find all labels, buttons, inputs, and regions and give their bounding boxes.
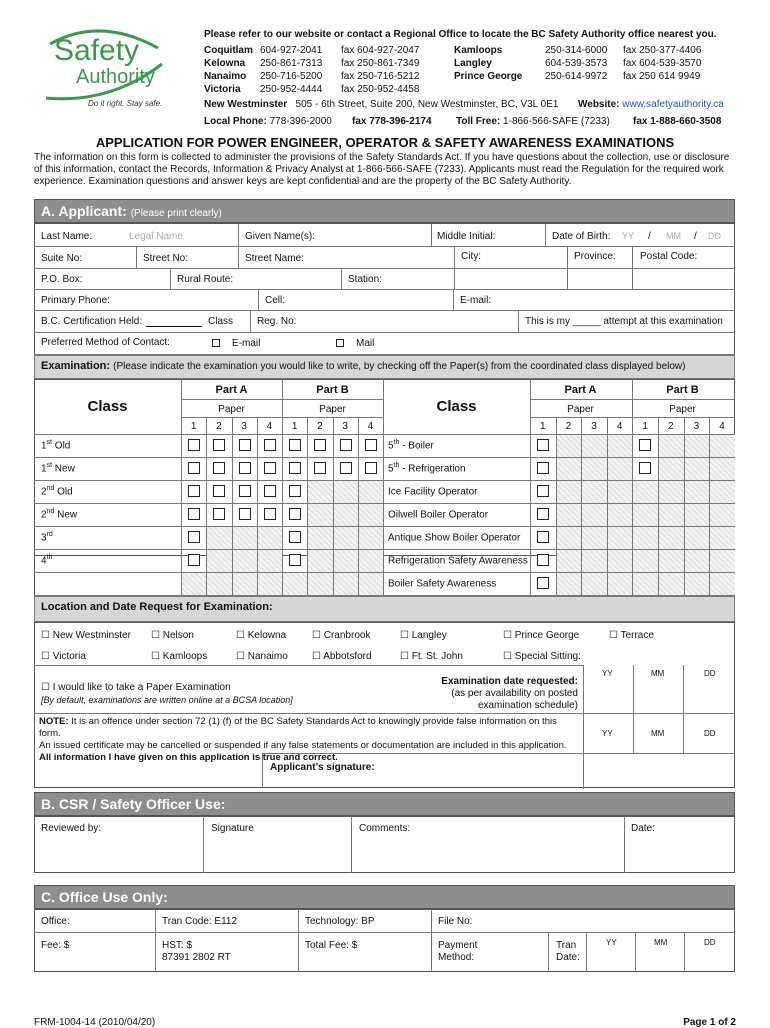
header-intro: Please refer to our website or contact a Regional Office to locate the BC Safety Authority office nearest you. [204,29,717,40]
paper-checkbox[interactable] [289,508,301,520]
shaded-cell [582,550,607,572]
email-label: E-mail: [460,295,492,306]
shaded-cell [633,481,658,503]
class-right-row: Boiler Safety Awareness [388,578,497,590]
method-label: Method: [438,952,475,963]
part-b-left-header: Part B [316,384,349,396]
paper-num: 1 [291,421,298,432]
fee-label: Fee: $ [41,940,70,951]
shaded-cell [608,458,633,480]
shaded-cell [710,481,735,503]
paper-exam-note: [By default, examinations are written online at a BCSA location] [41,695,293,705]
shaded-cell [207,550,231,572]
shaded-cell [608,527,633,549]
class-right-row: 5th - Refrigeration [388,462,466,475]
website-line: Website: www.safetyauthority.ca [578,99,724,110]
paper-checkbox[interactable] [213,439,225,451]
paper-checkbox[interactable] [188,485,200,497]
location-checkbox[interactable]: ☐ [236,630,245,641]
po-box-label: P.O. Box: [41,274,83,285]
location-option[interactable]: ☐ Kelowna [236,630,287,641]
paper-checkbox[interactable] [289,485,301,497]
shaded-cell [659,550,684,572]
paper-num: 4 [266,421,273,432]
shaded-cell [710,504,735,526]
shaded-cell [359,527,383,549]
paper-exam-option[interactable]: ☐ I would like to take a Paper Examination [41,682,231,693]
contact-mail-checkbox[interactable] [336,339,344,347]
section-b-bar: B. CSR / Safety Officer Use: [34,792,735,816]
shaded-cell [582,435,607,457]
location-option[interactable]: ☐ Kamloops [151,651,208,662]
class-right-row: Antique Show Boiler Operator [388,532,521,544]
location-option[interactable]: ☐ New Westminster [41,630,131,641]
shaded-cell [258,527,282,549]
logo-tagline: Do it right. Stay safe. [88,99,163,108]
special-mm[interactable]: MM [651,669,665,678]
shaded-cell [359,573,383,595]
shaded-cell [710,527,735,549]
shaded-cell [608,550,633,572]
last-name-label: Last Name: [41,231,93,242]
shaded-cell [633,527,658,549]
tran-code-label: Tran Code: E112 [162,916,238,927]
paper-checkbox[interactable] [289,439,301,451]
paper-checkbox[interactable] [537,531,549,543]
street-no-label: Street No: [143,253,189,264]
tran-date-label: Date: [556,952,580,963]
shaded-cell [233,550,257,572]
technology-label: Technology: BP [305,916,375,927]
class-left-row: 3rd [41,531,53,544]
shaded-cell [659,527,684,549]
sign-dd[interactable]: DD [704,729,716,738]
shaded-cell [710,435,735,457]
postal-code-label: Postal Code: [640,251,698,262]
shaded-cell [182,573,206,595]
paper-checkbox[interactable] [264,485,276,497]
paper-checkbox[interactable] [537,439,549,451]
paper-checkbox[interactable] [264,508,276,520]
last-name-input[interactable]: Legal Name [129,231,183,242]
shaded-cell [659,481,684,503]
paper-checkbox[interactable] [639,462,651,474]
location-option[interactable]: ☐ Nelson [151,630,194,641]
cell-label: Cell: [265,295,286,306]
special-dd[interactable]: DD [704,669,716,678]
shaded-cell [633,504,658,526]
new-west-line: New Westminster 505 - 6th Street, Suite 200, New Westminster, BC, V3L 0E1 [204,99,559,110]
shaded-cell [633,550,658,572]
shaded-cell [659,458,684,480]
shaded-cell [308,481,332,503]
reviewed-by-label: Reviewed by: [41,823,102,834]
shaded-cell [359,481,383,503]
paper-checkbox[interactable] [289,531,301,543]
part-a-right-paper: Paper [567,404,594,415]
date-b-label: Date: [631,823,655,834]
paper-num: 3 [241,421,247,432]
section-c-frame [34,909,735,972]
paper-checkbox[interactable] [188,439,200,451]
paper-checkbox[interactable] [188,508,200,520]
shaded-cell [334,573,358,595]
class-left-row: 4th [41,554,53,567]
paper-checkbox[interactable] [340,439,352,451]
toll-free-fax: fax 1-888-660-3508 [633,116,722,127]
shaded-cell [359,550,383,572]
shaded-cell [685,481,710,503]
paper-checkbox[interactable] [314,439,326,451]
part-a-right-header: Part A [564,384,597,396]
paper-checkbox[interactable] [537,462,549,474]
shaded-cell [582,458,607,480]
location-option[interactable]: ☐ Ft. St. John [400,651,463,662]
comments-label: Comments: [359,823,411,834]
location-checkbox[interactable]: ☐ [312,630,321,641]
paper-checkbox[interactable] [264,439,276,451]
class-left-row: 1st Old [41,439,71,452]
date-note2: examination schedule) [477,700,578,711]
paper-num: 3 [591,421,597,432]
shaded-cell [557,481,582,503]
location-option[interactable]: ☐ Prince George [503,630,580,641]
attempt-label: This is my _____ attempt at this examination [525,316,723,327]
location-option[interactable]: ☐ Cranbrook [312,630,371,641]
dob-dd[interactable]: DD [708,231,721,241]
shaded-cell [334,504,358,526]
paper-num: 4 [719,421,725,432]
paper-num: 1 [190,421,197,432]
office-label: Office: [41,916,70,927]
special-yy[interactable]: YY [602,669,613,678]
class-header-right: Class [436,398,477,415]
shaded-cell [258,550,282,572]
suite-label: Suite No: [41,253,83,264]
website-link[interactable]: www.safetyauthority.ca [622,99,724,110]
dob-mm[interactable]: MM [666,231,681,241]
shaded-cell [557,504,582,526]
paper-checkbox[interactable] [239,439,251,451]
hst-label: HST: $ [162,940,193,951]
paper-num: 2 [216,421,222,432]
logo [40,24,170,114]
shaded-cell [608,435,633,457]
payment-label: Payment [438,940,478,951]
paper-checkbox[interactable] [314,462,326,474]
location-checkbox[interactable]: ☐ [312,651,321,662]
location-bar: Location and Date Request for Examination: [34,596,735,622]
date-note1: (as per availability on posted [451,688,578,699]
class-right-row: 5th - Boiler [388,439,434,452]
class-left-row: 1st New [41,462,75,475]
shaded-cell [608,573,633,595]
bc-cert-label: B.C. Certification Held: [41,316,143,327]
location-checkbox[interactable]: ☐ [41,651,50,662]
shaded-cell [685,550,710,572]
tran-mm[interactable]: MM [654,938,668,947]
paper-checkbox[interactable] [239,462,251,474]
part-b-right-header: Part B [666,384,699,396]
shaded-cell [659,504,684,526]
contact-mail-label: Mail [356,338,375,349]
logo-safety: Safety [54,34,140,67]
shaded-cell [710,573,735,595]
legal-note: NOTE: It is an offence under section 72 (1) (f) of the BC Safety Standards Act to knowingly provide false information on this form. An issued certificate may be cancelled or suspended if any false statements or documentation are included in this application. All information I have given on this application is true and correct. [39,716,567,763]
paper-checkbox[interactable] [289,462,301,474]
shaded-cell [608,504,633,526]
shaded-cell [710,550,735,572]
section-a-bar: A. Applicant: (Please print clearly) [34,199,735,223]
class-header-left: Class [87,398,128,415]
paper-checkbox[interactable] [239,485,251,497]
city-label: City: [461,251,481,262]
local-fax: fax 778-396-2174 [352,116,432,127]
shaded-cell [308,550,332,572]
street-name-label: Street Name: [245,253,304,264]
intro-text: The information on this form is collected to administer the provisions of the Safety Standards Act. If you have questions about the collection, use or disclosure of this information, contact the Records, Information & Privacy Analyst at 1-866-566-SAFE (7233). Applicants must read the Regulation for the required work experience. Examination questions and answer keys are kept confidential and are the property of the BC Safety Authority. [34,152,730,187]
paper-checkbox[interactable] [213,462,225,474]
paper-checkbox[interactable] [537,554,549,566]
paper-num: 1 [540,421,546,432]
shaded-cell [359,504,383,526]
sign-mm[interactable]: MM [651,729,665,738]
class-left-row: 2nd Old [41,485,73,498]
page-number: Page 1 of 2 [683,1017,736,1028]
location-checkbox[interactable]: ☐ [236,651,245,662]
paper-checkbox[interactable] [188,531,200,543]
given-names-label: Given Name(s): [245,231,316,242]
dob-label: Date of Birth: [552,231,611,242]
paper-num: 4 [367,421,374,432]
part-b-left-paper: Paper [319,404,346,415]
paper-num: 1 [642,421,648,432]
sign-yy[interactable]: YY [602,729,613,738]
paper-num: 2 [565,421,572,432]
shaded-cell [685,504,710,526]
shaded-cell [659,435,684,457]
shaded-cell [608,481,633,503]
shaded-cell [283,573,307,595]
shaded-cell [582,504,607,526]
contact-email-checkbox[interactable] [212,339,220,347]
logo-authority: Authority [76,66,155,88]
location-option[interactable]: ☐ Victoria [41,651,86,662]
exam-bar: Examination: (Please indicate the examination you would like to write, by checking off the Paper(s) from the coordinated class displayed below) [34,355,735,379]
shaded-cell [633,573,658,595]
paper-checkbox[interactable] [537,577,549,589]
paper-checkbox[interactable] [213,485,225,497]
shaded-cell [557,550,582,572]
paper-num: 2 [668,421,674,432]
shaded-cell [334,527,358,549]
rural-route-label: Rural Route: [177,274,234,285]
toll-free-line: Toll Free: 1-866-566-SAFE (7233) [456,116,610,127]
part-a-left-paper: Paper [218,404,245,415]
paper-checkbox[interactable] [365,439,377,451]
paper-checkbox[interactable] [537,485,549,497]
shaded-cell [258,573,282,595]
hst-number: 87391 2802 RT [162,952,231,963]
shaded-cell [557,527,582,549]
shaded-cell [659,573,684,595]
location-checkbox[interactable]: ☐ [503,651,512,662]
location-option[interactable]: ☐ Special Sitting: [503,651,581,662]
shaded-cell [233,527,257,549]
total-fee-label: Total Fee: $ [305,940,358,951]
shaded-cell [207,573,231,595]
shaded-cell [557,458,582,480]
local-phone-line: Local Phone: 778-396-2000 [204,116,332,127]
class-right-row: Ice Facility Operator [388,486,478,498]
middle-initial-label: Middle Initial: [437,231,496,242]
shaded-cell [685,573,710,595]
location-option[interactable]: ☐ Langley [400,630,447,641]
shaded-cell [334,481,358,503]
location-option[interactable]: ☐ Abbotsford [312,651,372,662]
contact-email-label: E-mail [232,338,261,349]
province-label: Province: [574,251,616,262]
paper-num: 4 [616,421,623,432]
shaded-cell [685,527,710,549]
shaded-cell [710,458,735,480]
cert-class-label: Class [208,316,234,327]
shaded-cell [308,504,332,526]
paper-checkbox[interactable] [289,554,301,566]
shaded-cell [207,527,231,549]
paper-num: 3 [342,421,348,432]
part-b-right-paper: Paper [669,404,696,415]
paper-checkbox[interactable] [264,462,276,474]
shaded-cell [582,527,607,549]
dob-yy[interactable]: YY [622,231,635,241]
location-checkbox[interactable]: ☐ [503,630,512,641]
shaded-cell [557,435,582,457]
section-c-bar: C. Office Use Only: [34,885,735,909]
form-number: FRM-1004-14 (2010/04/20) [34,1017,156,1028]
paper-num: 2 [317,421,323,432]
location-option[interactable]: ☐ Terrace [609,630,654,641]
paper-checkbox[interactable] [340,462,352,474]
paper-checkbox[interactable] [239,508,251,520]
shaded-cell [582,481,607,503]
reg-no-label: Reg. No: [257,316,297,327]
location-checkbox[interactable]: ☐ [41,630,50,641]
shaded-cell [308,527,332,549]
location-checkbox[interactable]: ☐ [400,651,409,662]
class-right-row: Oilwell Boiler Operator [388,509,489,521]
location-checkbox[interactable]: ☐ [609,630,618,641]
paper-checkbox[interactable] [365,462,377,474]
location-checkbox[interactable]: ☐ [151,651,160,662]
shaded-cell [233,573,257,595]
paper-checkbox[interactable] [639,439,651,451]
primary-phone-label: Primary Phone: [41,295,110,306]
paper-checkbox[interactable] [537,508,549,520]
class-left-row: 2nd New [41,508,78,521]
shaded-cell [582,573,607,595]
paper-checkbox[interactable] [188,554,200,566]
paper-num: 3 [693,421,700,432]
file-no-label: File No: [438,916,473,927]
shaded-cell [308,573,332,595]
tran-yy[interactable]: YY [606,938,617,947]
location-checkbox[interactable]: ☐ [400,630,409,641]
part-a-left-header: Part A [215,384,248,396]
location-option[interactable]: ☐ Nanaimo [236,651,288,662]
class-right-row: Refrigeration Safety Awareness [388,555,528,567]
tran-label: Tran [556,940,577,951]
paper-exam-checkbox[interactable]: ☐ [41,682,50,693]
contact-method-label: Preferred Method of Contact: [41,337,170,348]
signature-label: Signature [211,823,254,834]
date-requested-label: Examination date requested: [441,676,578,687]
shaded-cell [685,435,710,457]
page-title: APPLICATION FOR POWER ENGINEER, OPERATOR & SAFETY AWARENESS EXAMINATIONS [95,135,675,150]
station-label: Station: [348,274,382,285]
shaded-cell [685,458,710,480]
shaded-cell [334,550,358,572]
shaded-cell [557,573,582,595]
paper-checkbox[interactable] [213,508,225,520]
paper-checkbox[interactable] [188,462,200,474]
tran-dd[interactable]: DD [704,938,716,947]
location-checkbox[interactable]: ☐ [151,630,160,641]
applicant-signature-label: Applicant’s signature: [270,762,375,773]
